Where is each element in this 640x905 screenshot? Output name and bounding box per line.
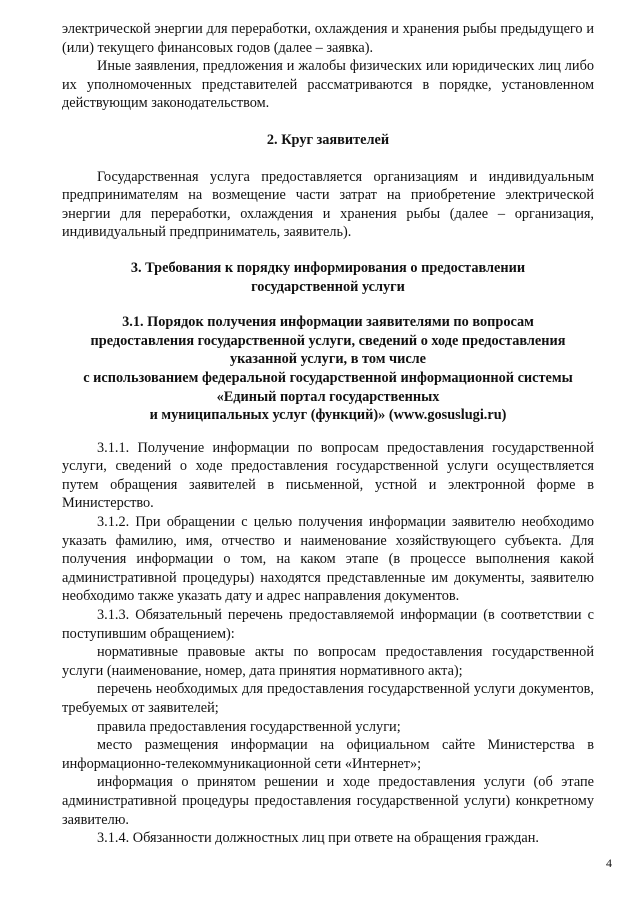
paragraph-other-applications: Иные заявления, предложения и жалобы физических или юридических лиц либо их уполномоченных представителей рассматриваются в порядке, установленном действующим законодательством. [62, 58, 594, 112]
section-3-1-heading [62, 313, 594, 425]
section-3-heading-line: государственной услуги [251, 278, 405, 295]
list-item-website: место размещения информации на официальном сайте Министерства в информационно-телекоммуникационной сети «Интернет»; [62, 737, 594, 772]
section-3-1-heading-line: и муниципальных услуг (функций)» (www.gosuslugi.ru) [149, 407, 507, 424]
section-3-1-heading-line: 3.1. Порядок получения информации заявителями по вопросам [122, 314, 534, 331]
list-item-decision-info: информация о принятом решении и ходе предоставления услуги (об этапе административной процедуры предоставления государственной услуги) конкретному заявителю. [62, 774, 594, 828]
section-3-1-heading-line: предоставления государственной услуги, сведений о ходе предоставления [90, 332, 566, 349]
paragraph-3-1-4: 3.1.4. Обязанности должностных лиц при ответе на обращения граждан. [97, 830, 539, 847]
paragraph-3-1-1: 3.1.1. Получение информации по вопросам предоставления государственной услуги, сведений о ходе предоставления государственной услуги осуществляется путем обращения заявителей в письменной, устной и электронной форме в Министерство. [62, 439, 594, 512]
document-body [62, 20, 594, 848]
paragraph-continuation: электрической энергии для переработки, охлаждения и хранения рыбы предыдущего и (или) текущего финансовых годов (далее – заявка). [62, 21, 594, 56]
list-item-documents: перечень необходимых для предоставления государственной услуги документов, требуемых от заявителей; [62, 681, 594, 716]
section-3-1-heading-line: «Единый портал государственных [216, 388, 440, 405]
section-2-heading: 2. Круг заявителей [266, 131, 390, 148]
list-item-rules: правила предоставления государственной услуги; [97, 718, 401, 735]
section-3-heading [62, 259, 594, 296]
paragraph-3-1-3: 3.1.3. Обязательный перечень предоставляемой информации (в соответствии с поступившим обращением): [62, 607, 594, 642]
list-item-normative-acts: нормативные правовые акты по вопросам предоставления государственной услуги (наименование, номер, дата принятия нормативного акта); [62, 644, 594, 679]
section-3-1-heading-line: с использованием федеральной государственной информационной системы [83, 369, 573, 386]
section-3-heading-line: 3. Требования к порядку информирования о предоставлении [130, 259, 526, 276]
section-2-paragraph: Государственная услуга предоставляется организациям и индивидуальным предпринимателям на возмещение части затрат на приобретение электрической энергии для переработки, охлаждения и хранения рыбы (далее – организация, индивидуальный предприниматель, заявитель). [62, 168, 594, 241]
paragraph-3-1-2: 3.1.2. При обращении с целью получения информации заявителю необходимо указать фамилию, имя, отчество и наименование хозяйствующего субъекта. Для получения информации о том, на каком этапе (в процессе выполнения какой административной процедуры) находятся представленные им документы, заявителю необходимо также указать дату и адрес направления документов. [62, 514, 594, 605]
section-3-1-heading-line: указанной услуги, в том числе [229, 351, 427, 368]
page-number: 4 [606, 856, 612, 870]
